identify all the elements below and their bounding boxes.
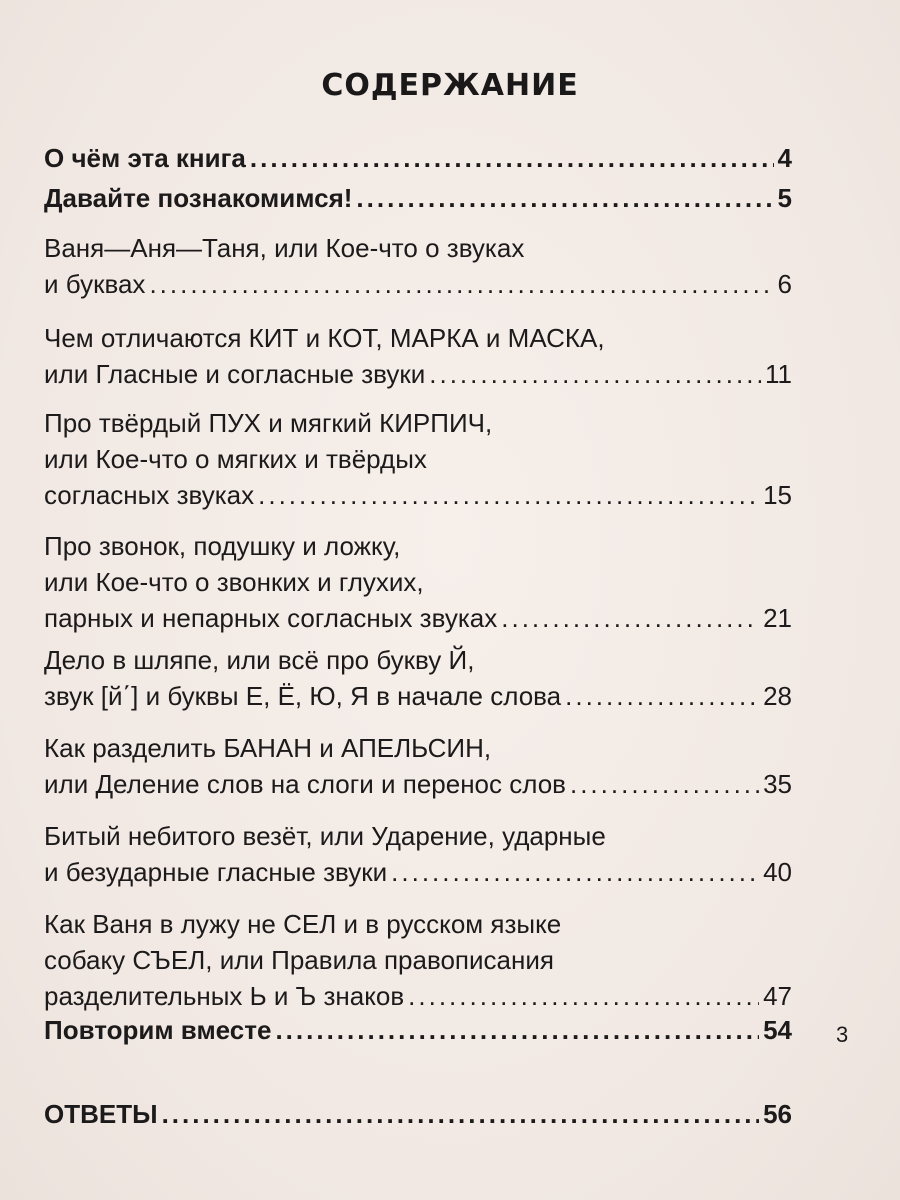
toc-entry-title: согласных звуках <box>44 480 255 510</box>
toc-entry-page: 56 <box>763 1099 792 1129</box>
toc-entry <box>44 230 792 302</box>
toc-entry <box>44 528 792 636</box>
toc-entry-final-line <box>44 140 792 176</box>
toc-entry-line: Битый небитого везёт, или Ударение, ударные <box>44 821 606 851</box>
toc-entry-line: Как Ваня в лужу не СЕЛ и в русском языке <box>44 909 562 939</box>
toc-entry-final-line <box>44 678 792 714</box>
toc-entry-final-line <box>44 266 792 302</box>
toc-entry-page: 35 <box>763 769 792 799</box>
toc-entry <box>44 818 792 890</box>
toc-entry-final-line <box>44 854 792 890</box>
toc-entry-title: и безударные гласные звуки <box>44 857 388 887</box>
toc-entry-title: разделительных Ь и Ъ знаков <box>44 981 405 1011</box>
toc-entry <box>44 906 792 1014</box>
toc-entry-title: звук [й΄] и буквы Е, Ё, Ю, Я в начале слова <box>44 681 562 711</box>
dot-leader <box>408 978 759 1014</box>
toc-entry-final-line <box>44 356 792 392</box>
toc-entry-line: Про твёрдый ПУХ и мягкий КИРПИЧ, <box>44 408 493 438</box>
toc-entry-final-line <box>44 1012 792 1048</box>
toc-entry-title: О чём эта книга <box>44 143 246 173</box>
dot-leader <box>258 477 759 513</box>
toc-entry <box>44 320 792 392</box>
toc-entry-title: или Гласные и согласные звуки <box>44 359 426 389</box>
toc-entry-page: 47 <box>763 981 792 1011</box>
toc-entry-final-line <box>44 1096 792 1132</box>
toc-entry-title: парных и непарных согласных звуках <box>44 603 498 633</box>
dot-leader <box>149 266 773 302</box>
toc-entry-line: или Кое-что о звонких и глухих, <box>44 567 424 597</box>
toc-entry <box>44 1096 792 1132</box>
page-title: СОДЕРЖАНИЕ <box>321 68 579 103</box>
toc-entry-page: 28 <box>763 681 792 711</box>
dot-leader <box>565 678 759 714</box>
dot-leader <box>501 600 759 636</box>
toc-entry <box>44 180 792 216</box>
dot-leader <box>162 1096 760 1132</box>
toc-entry <box>44 405 792 513</box>
toc-entry-title: или Деление слов на слоги и перенос слов <box>44 769 566 799</box>
toc-entry-page: 54 <box>763 1015 792 1045</box>
toc-entry-title: Давайте познакомимся! <box>44 183 353 213</box>
toc-entry-final-line <box>44 978 792 1014</box>
toc-entry-title: ОТВЕТЫ <box>44 1099 158 1129</box>
dot-leader <box>250 140 774 176</box>
toc-entry-line: Дело в шляпе, или всё про букву Й, <box>44 645 475 675</box>
toc-entry-page: 11 <box>765 359 792 389</box>
toc-entry-title: и буквах <box>44 269 146 299</box>
toc-entry-title: Повторим вместе <box>44 1015 272 1045</box>
toc-entry-line: Ваня—Аня—Таня, или Кое-что о звуках <box>44 233 525 263</box>
toc-entry-line: или Кое-что о мягких и твёрдых <box>44 444 427 474</box>
dot-leader <box>429 356 761 392</box>
toc-entry-line: Про звонок, подушку и ложку, <box>44 531 401 561</box>
toc-entry-final-line <box>44 766 792 802</box>
dot-leader <box>391 854 759 890</box>
page-number: 3 <box>836 1022 849 1047</box>
toc-entry-final-line <box>44 180 792 216</box>
toc-entry-line: Чем отличаются КИТ и КОТ, МАРКА и МАСКА, <box>44 323 605 353</box>
dot-leader <box>570 766 759 802</box>
toc-entry-page: 15 <box>763 480 792 510</box>
dot-leader <box>275 1012 759 1048</box>
toc-entry <box>44 1012 792 1048</box>
toc-entry-page: 5 <box>777 183 792 213</box>
toc-entry-line: собаку СЪЕЛ, или Правила правописания <box>44 945 554 975</box>
dot-leader <box>356 180 773 216</box>
toc-entry-page: 6 <box>777 269 792 299</box>
toc-entry-final-line <box>44 600 792 636</box>
toc-entry-page: 40 <box>763 857 792 887</box>
toc-entry <box>44 730 792 802</box>
toc-entry-line: Как разделить БАНАН и АПЕЛЬСИН, <box>44 733 492 763</box>
toc-entry-final-line <box>44 477 792 513</box>
toc-entry-page: 4 <box>777 143 792 173</box>
toc-entry <box>44 140 792 176</box>
toc-entry-page: 21 <box>763 603 792 633</box>
toc-entry <box>44 642 792 714</box>
